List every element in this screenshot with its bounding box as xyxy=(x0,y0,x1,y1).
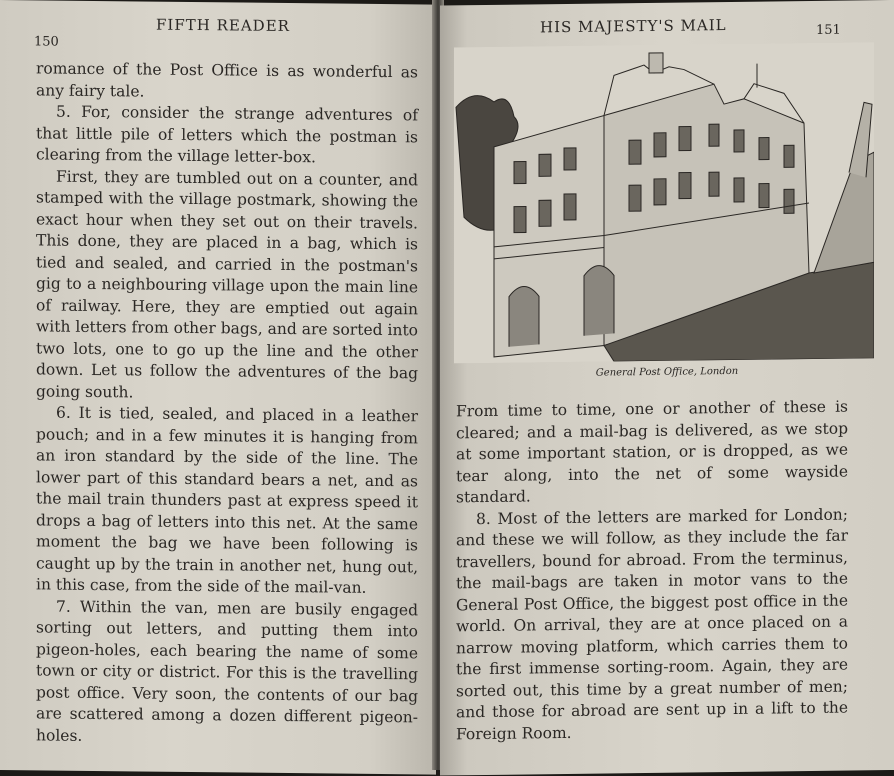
right-page xyxy=(440,0,894,776)
paragraph: romance of the Post Office is as wonderful as any fairy tale. xyxy=(36,59,418,101)
paragraph: From time to time, one or another of these is cleared; and a mail-bag is delivered, as we stop at some important station, or is dropped, as we tear along, into the net of some wayside standard. xyxy=(456,397,848,507)
running-header: HIS MAJESTY'S MAIL xyxy=(540,16,727,37)
running-header: FIFTH READER xyxy=(156,15,290,36)
paragraph: 5. For, consider the strange adventures of that little pile of letters which the postman is clearing from the village letter-box. xyxy=(36,102,418,167)
page-number: 150 xyxy=(34,34,59,50)
page-number: 151 xyxy=(816,22,841,38)
paragraph: 7. Within the van, men are busily engaged sorting out letters, and putting them into pigeon-holes, each bearing the name of some town or city or district. For this is the travelling post office. Very soon, the contents of our bag are scattered among a dozen different pigeon-holes. xyxy=(36,597,418,745)
paragraph: 6. It is tied, sealed, and placed in a leather pouch; and in a few minutes it is hanging from an iron standard by the side of the line. The lower part of this standard bears a net, and as the mail train thunders past at express speed it drops a bag of letters into this net. At the same moment the bag we have been following is caught up by the train in another net, hung out, in this case, from the side of the mail-van. xyxy=(36,403,418,597)
paragraph: 8. Most of the letters are marked for London; and these we will follow, as they include the far travellers, bound for abroad. From the terminus, the mail-bags are taken in motor vans to the General Post Office, the biggest post office in the world. On arrival, they are at once placed on a narrow moving platform, which carries them to the first immense sorting-room. Again, they are sorted out, this time by a great number of men; and those for abroad are sent up in a lift to the Foreign Room. xyxy=(456,505,848,743)
page-body xyxy=(36,58,418,750)
post-office-illustration xyxy=(454,42,874,363)
page-body xyxy=(456,397,848,746)
left-page xyxy=(0,0,436,775)
paragraph: First, they are tumbled out on a counter, and stamped with the village postmark, showing the exact hour when they set out on their travels. This done, they are placed in a bag, which is tied and sealed, and carried in the postman's gig to a neighbouring village upon the main line of railway. Here, they are emptied out again with letters from other bags, and are sorted into two lots, one to go up the line and the other down. Let us follow the adventures of the bag going south. xyxy=(36,167,418,401)
illustration-caption: General Post Office, London xyxy=(595,365,739,379)
